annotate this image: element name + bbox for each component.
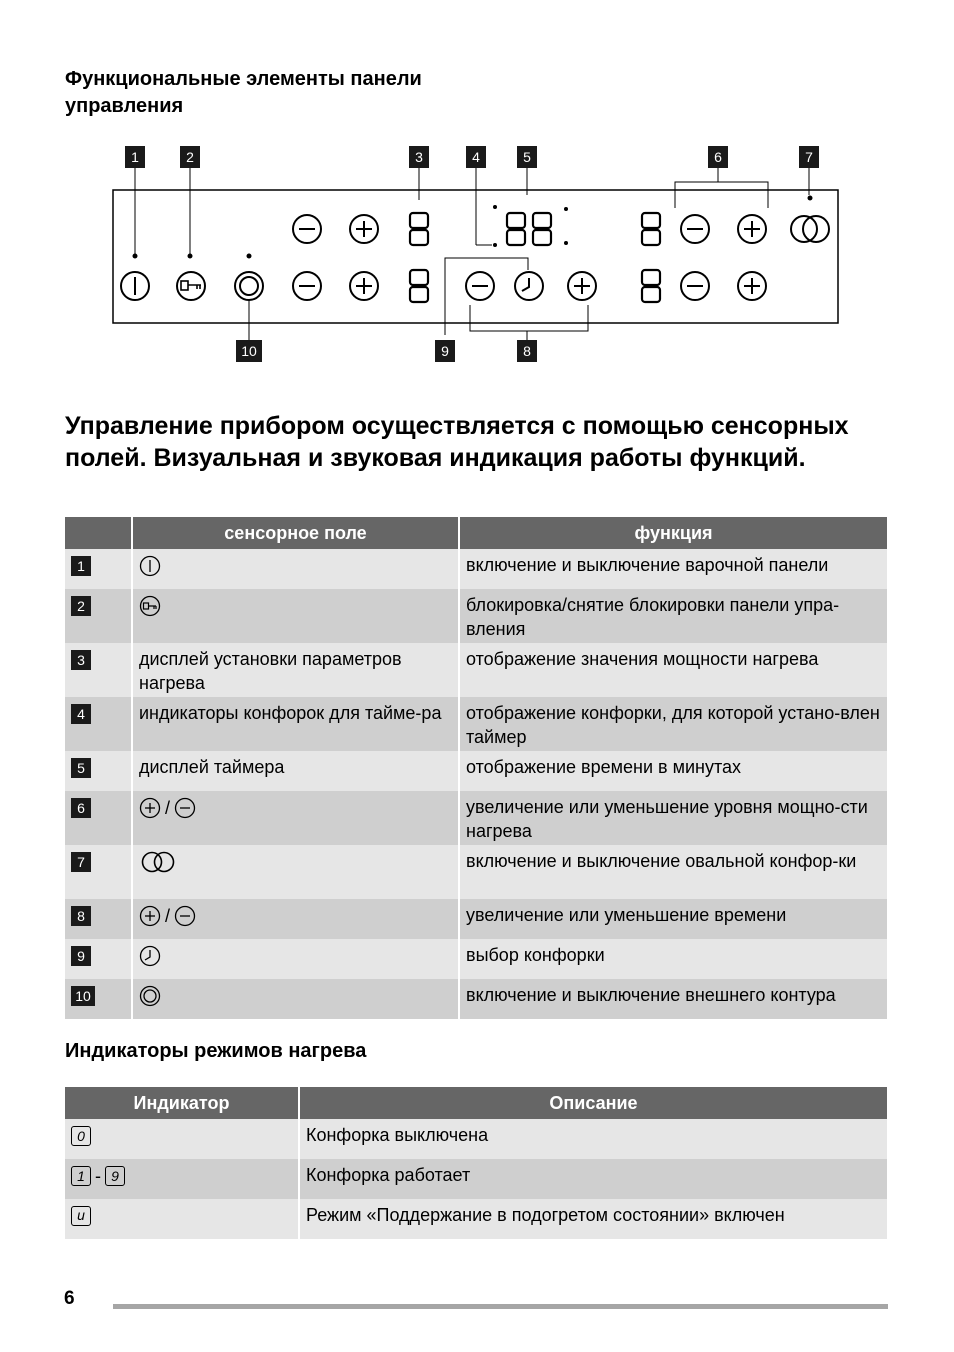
minus-icon (174, 797, 196, 819)
controls-heading: Функциональные элементы панели управления (65, 68, 422, 117)
table-row: 3 дисплей установки параметров нагрева отображение значения мощности нагрева (65, 643, 887, 697)
svg-text:9: 9 (441, 343, 449, 359)
svg-text:5: 5 (523, 149, 531, 165)
footer-rule (113, 1304, 888, 1309)
table-row: 2 блокировка/снятие блокировки панели упра-вления (65, 589, 887, 643)
col-header-field: сенсорное поле (132, 517, 459, 549)
col-header-num (65, 517, 132, 549)
minus-icon (174, 905, 196, 927)
control-panel-diagram (0, 140, 954, 375)
main-heading: Управление прибором осуществляется с помощью сенсорных полей. Визуальная и звуковая индикация работы функций. (65, 412, 849, 472)
callout-1 (125, 146, 145, 259)
callout-4 (466, 146, 486, 245)
clock-icon (515, 272, 543, 300)
table-row: 1 - 9 Конфорка работает (65, 1159, 887, 1199)
key-lock-icon (139, 595, 161, 617)
table-row: 9 выбор конфорки (65, 939, 887, 979)
indicators-table (65, 1087, 887, 1239)
dual-circle-icon (235, 272, 263, 300)
callout-7 (799, 146, 819, 201)
callout-3 (409, 146, 429, 200)
col-header-function: функция (459, 517, 887, 549)
svg-text:2: 2 (186, 149, 194, 165)
table-row: 5 дисплей таймера отображение времени в минутах (65, 751, 887, 791)
power-icon (139, 555, 161, 577)
table-row: 8 / увеличение или уменьшение времени (65, 899, 887, 939)
oval-zone-icon (139, 851, 177, 873)
col-header-description: Описание (299, 1087, 887, 1119)
key-lock-icon (177, 272, 205, 300)
svg-text:4: 4 (472, 149, 480, 165)
callout-9 (435, 340, 455, 362)
display-indicator: u (71, 1206, 91, 1226)
table-row: 1 включение и выключение варочной панели (65, 549, 887, 589)
plus-icon (139, 905, 161, 927)
plus-icon (139, 797, 161, 819)
svg-text:1: 1 (131, 149, 139, 165)
col-header-indicator: Индикатор (65, 1087, 299, 1119)
table-row: 6 / увеличение или уменьшение уровня мощно-сти нагрева (65, 791, 887, 845)
clock-icon (139, 945, 161, 967)
table-row: 4 индикаторы конфорок для тайме-ра отображение конфорки, для которой устано-влен таймер (65, 697, 887, 751)
table-row: 0 Конфорка выключена (65, 1119, 887, 1159)
display-indicator: 1 (71, 1166, 91, 1186)
callout-5 (517, 146, 537, 195)
indicators-heading: Индикаторы режимов нагрева (65, 1040, 367, 1062)
svg-text:6: 6 (714, 149, 722, 165)
svg-text:8: 8 (523, 343, 531, 359)
page-number: 6 (64, 1288, 75, 1309)
power-icon (121, 272, 149, 300)
callout-8 (517, 340, 537, 362)
callout-2 (180, 146, 200, 259)
svg-text:3: 3 (415, 149, 423, 165)
table-row: u Режим «Поддержание в подогретом состоянии» включен (65, 1199, 887, 1239)
oval-zone-icon (791, 216, 829, 242)
svg-text:7: 7 (805, 149, 813, 165)
dual-circle-icon (139, 985, 161, 1007)
table-row: 10 включение и выключение внешнего контура (65, 979, 887, 1019)
callout-10 (236, 340, 262, 362)
svg-text:10: 10 (241, 343, 257, 359)
table-row: 7 включение и выключение овальной конфор-ки (65, 845, 887, 899)
functions-table (65, 517, 887, 1019)
display-indicator: 9 (105, 1166, 125, 1186)
callout-6 (675, 146, 768, 208)
display-indicator: 0 (71, 1126, 91, 1146)
